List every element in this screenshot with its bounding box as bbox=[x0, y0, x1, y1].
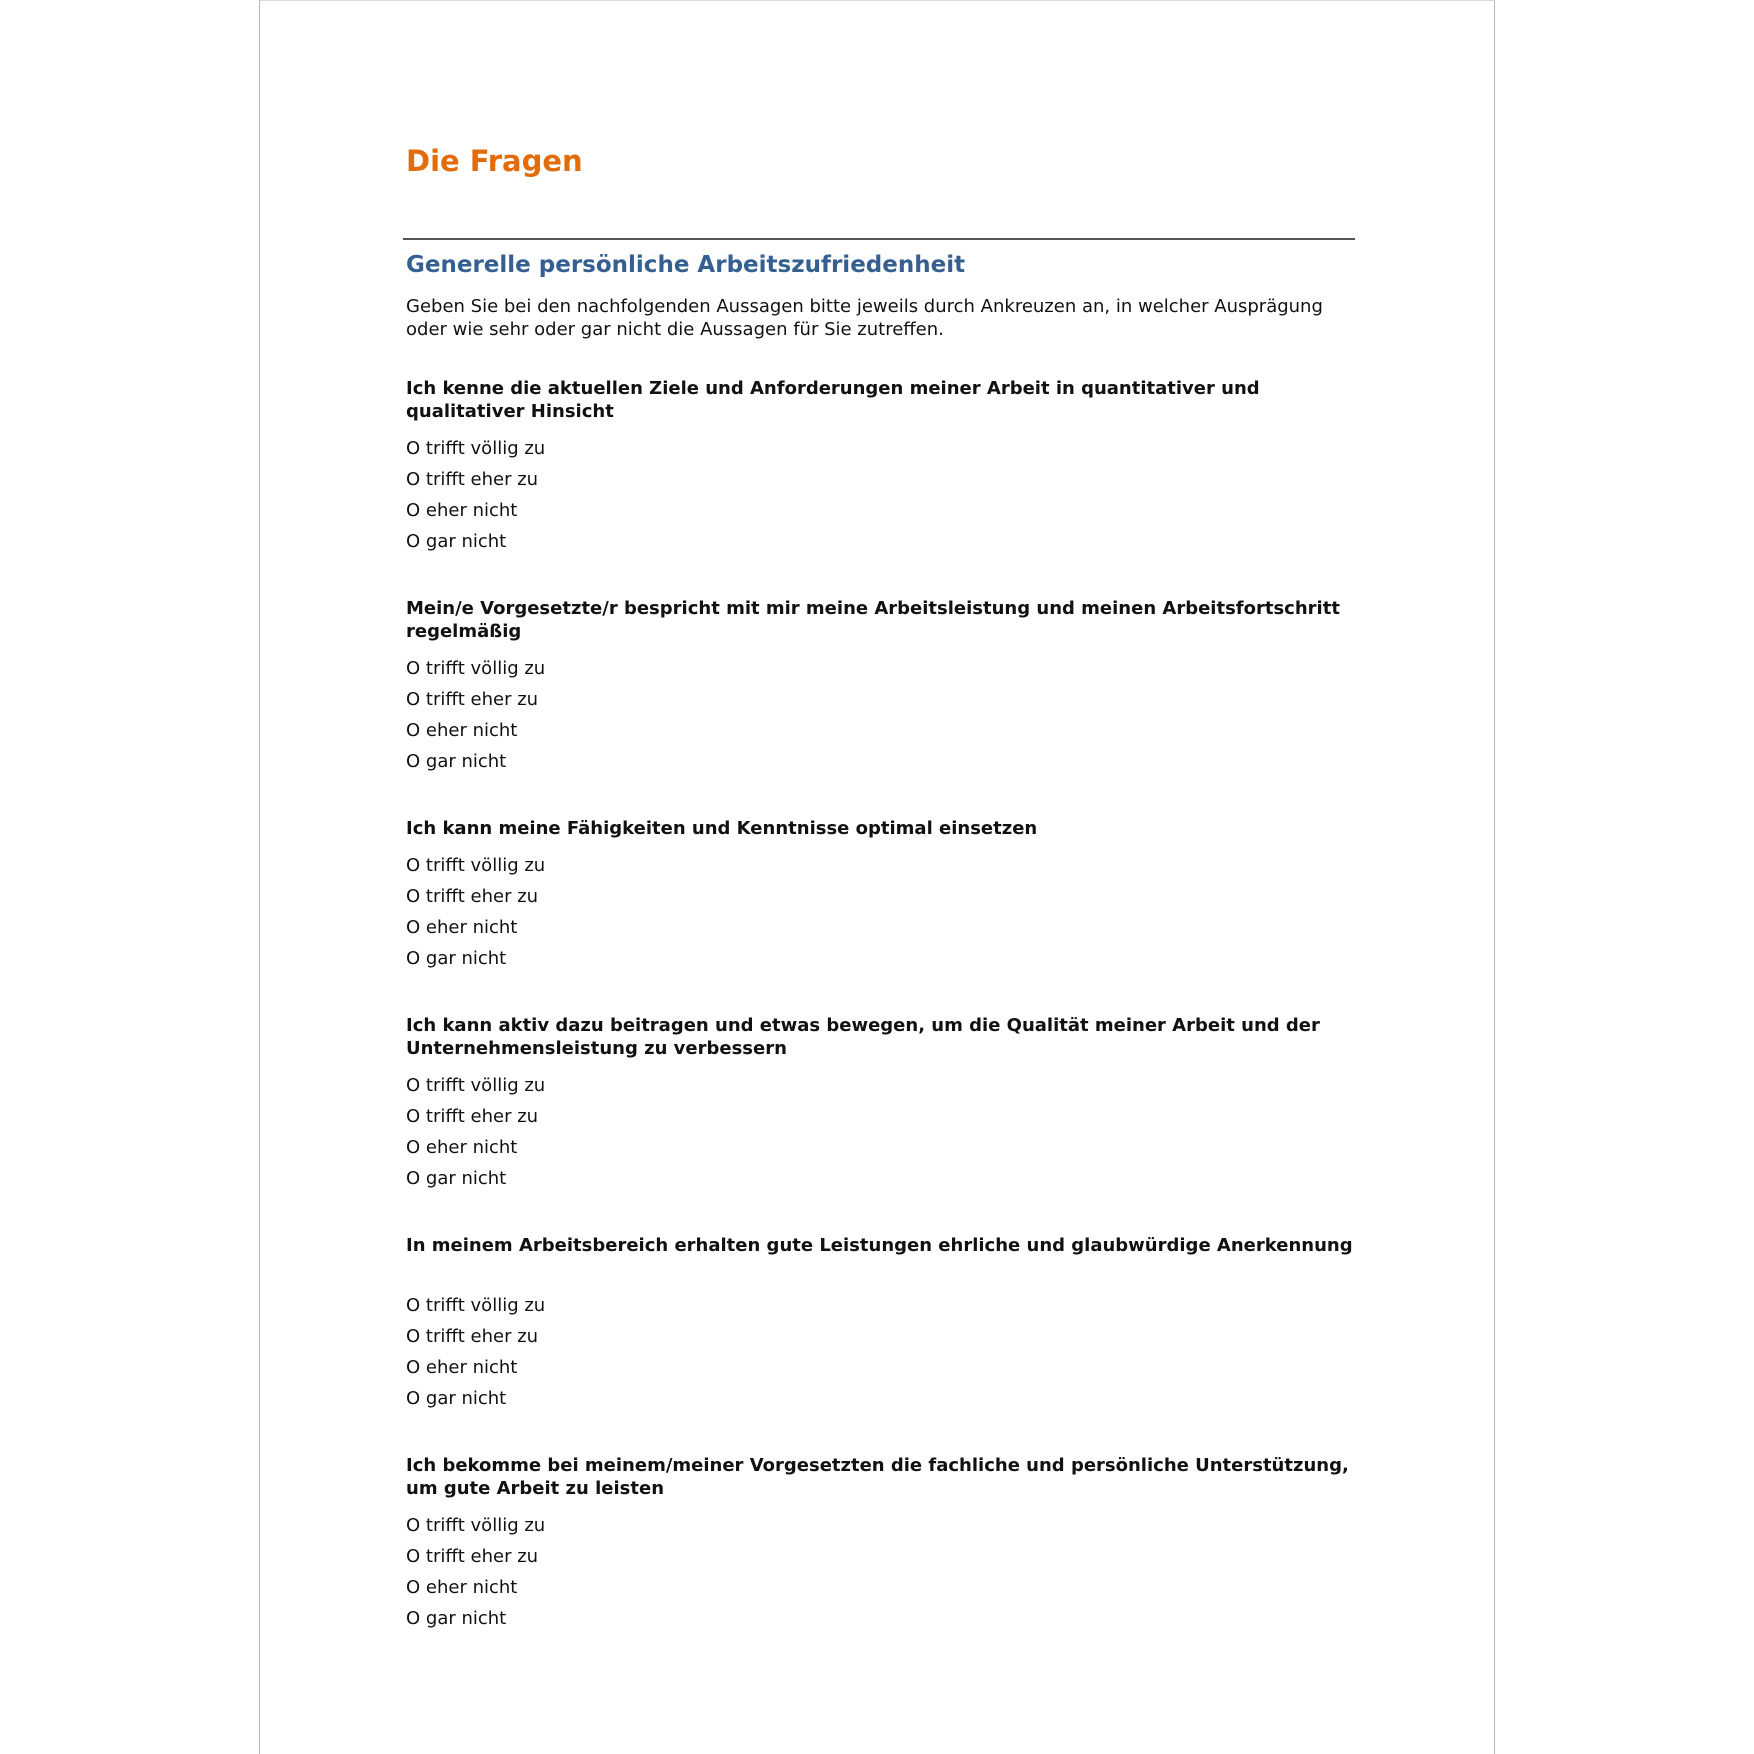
option-trifft-voellig-zu[interactable]: O trifft völlig zu bbox=[406, 658, 546, 679]
option-trifft-voellig-zu[interactable]: O trifft völlig zu bbox=[406, 1295, 546, 1316]
option-gar-nicht[interactable]: O gar nicht bbox=[406, 531, 507, 552]
question-text: Ich kenne die aktuellen Ziele und Anforderungen meiner Arbeit in quantitativer und qualitativer Hinsicht bbox=[406, 378, 1260, 422]
question-item bbox=[406, 597, 1366, 817]
option-trifft-voellig-zu[interactable]: O trifft völlig zu bbox=[406, 855, 546, 876]
option-trifft-eher-zu[interactable]: O trifft eher zu bbox=[406, 886, 539, 907]
question-item bbox=[406, 377, 1366, 597]
question-text: In meinem Arbeitsbereich erhalten gute Leistungen ehrliche und glaubwürdige Anerkennung bbox=[406, 1235, 1353, 1256]
question-text: Ich bekomme bei meinem/meiner Vorgesetzten die fachliche und persönliche Unterstützung, um gute Arbeit zu leisten bbox=[406, 1455, 1349, 1499]
question-item bbox=[406, 1234, 1366, 1454]
question-item bbox=[406, 1454, 1366, 1674]
option-trifft-eher-zu[interactable]: O trifft eher zu bbox=[406, 1106, 539, 1127]
option-eher-nicht[interactable]: O eher nicht bbox=[406, 917, 518, 938]
question-text: Ich kann meine Fähigkeiten und Kenntnisse optimal einsetzen bbox=[406, 818, 1038, 839]
question-text: Mein/e Vorgesetzte/r bespricht mit mir meine Arbeitsleistung und meinen Arbeitsfortschritt regelmäßig bbox=[406, 598, 1340, 642]
question-item bbox=[406, 817, 1366, 1014]
option-gar-nicht[interactable]: O gar nicht bbox=[406, 1608, 507, 1629]
option-gar-nicht[interactable]: O gar nicht bbox=[406, 1168, 507, 1189]
question-text: Ich kann aktiv dazu beitragen und etwas bewegen, um die Qualität meiner Arbeit und der Unternehmensleistung zu verbessern bbox=[406, 1015, 1320, 1059]
option-trifft-eher-zu[interactable]: O trifft eher zu bbox=[406, 1326, 539, 1347]
option-trifft-voellig-zu[interactable]: O trifft völlig zu bbox=[406, 1075, 546, 1096]
document-page bbox=[259, 0, 1495, 1754]
option-eher-nicht[interactable]: O eher nicht bbox=[406, 1577, 518, 1598]
question-list bbox=[406, 377, 1366, 1674]
question-item bbox=[406, 1014, 1366, 1234]
option-trifft-voellig-zu[interactable]: O trifft völlig zu bbox=[406, 1515, 546, 1536]
option-trifft-voellig-zu[interactable]: O trifft völlig zu bbox=[406, 438, 546, 459]
intro-paragraph: Geben Sie bei den nachfolgenden Aussagen bitte jeweils durch Ankreuzen an, in welcher Ausprägung oder wie sehr oder gar nicht die Aussagen für Sie zutreffen. bbox=[406, 296, 1323, 340]
option-trifft-eher-zu[interactable]: O trifft eher zu bbox=[406, 1546, 539, 1567]
option-gar-nicht[interactable]: O gar nicht bbox=[406, 948, 507, 969]
document-title: Die Fragen bbox=[406, 144, 583, 178]
section-title: Generelle persönliche Arbeitszufriedenheit bbox=[406, 252, 966, 278]
horizontal-rule bbox=[403, 238, 1355, 240]
option-eher-nicht[interactable]: O eher nicht bbox=[406, 1137, 518, 1158]
option-eher-nicht[interactable]: O eher nicht bbox=[406, 500, 518, 521]
option-eher-nicht[interactable]: O eher nicht bbox=[406, 720, 518, 741]
option-gar-nicht[interactable]: O gar nicht bbox=[406, 1388, 507, 1409]
option-trifft-eher-zu[interactable]: O trifft eher zu bbox=[406, 689, 539, 710]
option-eher-nicht[interactable]: O eher nicht bbox=[406, 1357, 518, 1378]
option-gar-nicht[interactable]: O gar nicht bbox=[406, 751, 507, 772]
option-trifft-eher-zu[interactable]: O trifft eher zu bbox=[406, 469, 539, 490]
